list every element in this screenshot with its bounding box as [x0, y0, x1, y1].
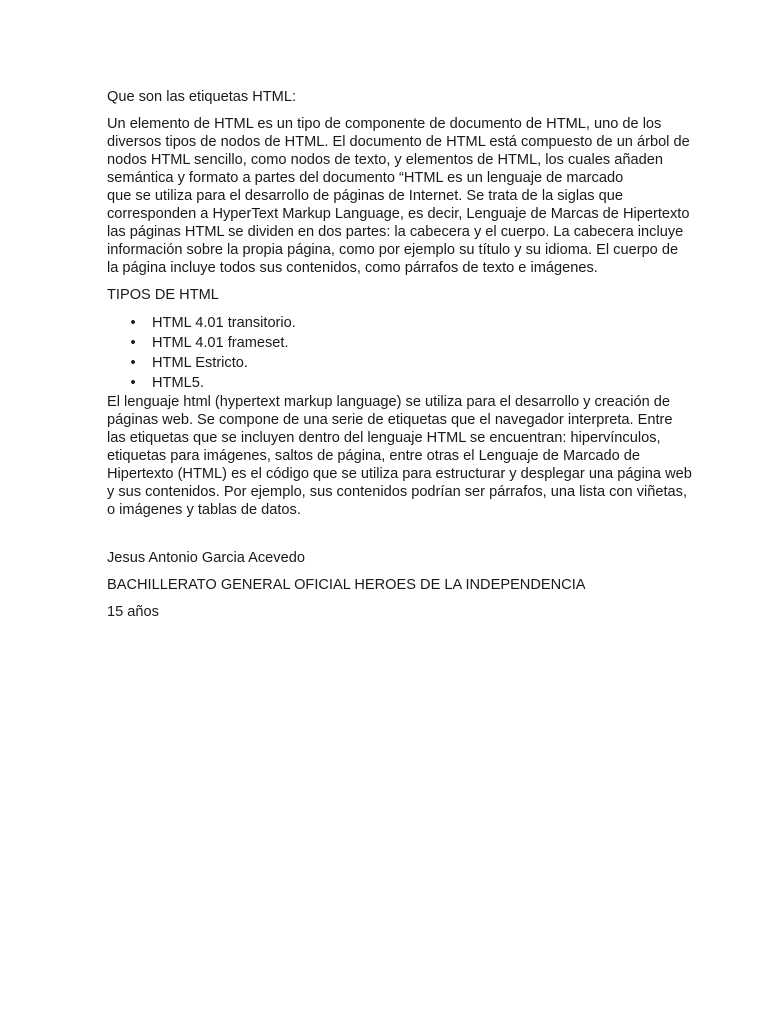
document-page: [107, 88, 692, 621]
bullet-icon: •: [130, 375, 136, 391]
definition-line: corresponden a HyperText Markup Language, es decir, Lenguaje de Marcas de Hipertexto: [107, 206, 690, 222]
bullet-icon: •: [130, 335, 136, 351]
usage-line: Hipertexto (HTML) es el código que se utiliza para estructurar y desplegar una página web: [107, 466, 692, 482]
definition-line: semántica y formato a partes del documento “HTML es un lenguaje de marcado: [107, 170, 624, 186]
types-list: [107, 313, 667, 393]
usage-line: etiquetas para imágenes, saltos de página, entre otras el Lenguaje de Marcado de: [107, 448, 641, 464]
definition-line: las páginas HTML se dividen en dos partes: la cabecera y el cuerpo. La cabecera incluye: [107, 224, 684, 240]
definition-line: información sobre la propia página, como por ejemplo su título y su idioma. El cuerpo de: [107, 242, 679, 258]
types-heading: TIPOS DE HTML: [107, 287, 219, 303]
definition-line: diversos tipos de nodos de HTML. El documento de HTML está compuesto de un árbol de: [107, 134, 690, 150]
definition-line: que se utiliza para el desarrollo de páginas de Internet. Se trata de la siglas que: [107, 188, 623, 204]
definition-line: nodos HTML sencillo, como nodos de texto, y elementos de HTML, los cuales añaden: [107, 152, 663, 168]
author-age: 15 años: [107, 604, 159, 620]
school-name: BACHILLERATO GENERAL OFICIAL HEROES DE LA INDEPENDENCIA: [107, 577, 586, 593]
list-item: [107, 373, 667, 393]
intro-question: Que son las etiquetas HTML:: [107, 89, 296, 105]
definition-line: Un elemento de HTML es un tipo de componente de documento de HTML, uno de los: [107, 116, 662, 132]
usage-paragraph: [107, 393, 692, 519]
bullet-icon: •: [130, 315, 136, 331]
definition-paragraph: [107, 115, 690, 277]
list-item: [107, 313, 667, 333]
list-item: [107, 333, 667, 353]
list-item-text: HTML 4.01 transitorio.: [152, 315, 296, 331]
usage-line: El lenguaje html (hypertext markup language) se utiliza para el desarrollo y creación de: [107, 394, 670, 410]
definition-line: la página incluye todos sus contenidos, como párrafos de texto e imágenes.: [107, 260, 598, 276]
list-item-text: HTML5.: [152, 375, 204, 391]
author-name: Jesus Antonio Garcia Acevedo: [107, 550, 305, 566]
bullet-icon: •: [130, 355, 136, 371]
list-item-text: HTML Estricto.: [152, 355, 248, 371]
usage-line: páginas web. Se compone de una serie de etiquetas que el navegador interpreta. Entre: [107, 412, 673, 428]
usage-line: o imágenes y tablas de datos.: [107, 502, 301, 518]
usage-line: y sus contenidos. Por ejemplo, sus contenidos podrían ser párrafos, una lista con viñetas,: [107, 484, 688, 500]
list-item-text: HTML 4.01 frameset.: [152, 335, 289, 351]
list-item: [107, 353, 667, 373]
usage-line: las etiquetas que se incluyen dentro del lenguaje HTML se encuentran: hipervínculos,: [107, 430, 661, 446]
